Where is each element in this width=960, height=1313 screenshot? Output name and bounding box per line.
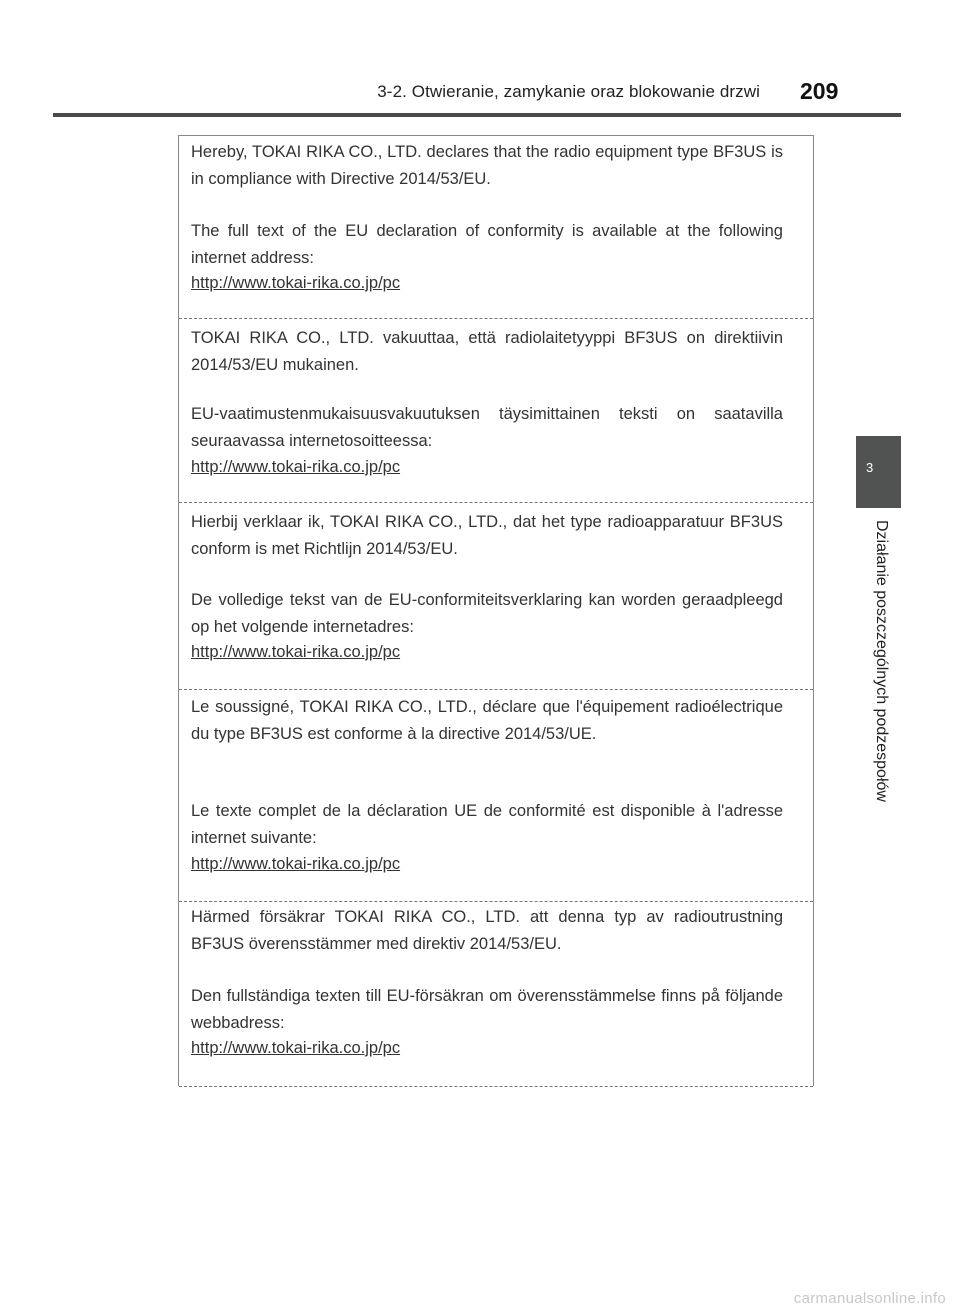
info-text: The full text of the EU declaration of conformity is available at the following internet address: — [191, 222, 783, 267]
chapter-number: 3 — [866, 460, 874, 475]
declaration-block-sv — [179, 902, 813, 1087]
chapter-label-text: Działanie poszczególnych podzespołów — [873, 520, 890, 802]
section-title: 3-2. Otwieranie, zamykanie oraz blokowanie drzwi — [377, 82, 760, 101]
declaration-block-en — [179, 136, 813, 319]
header-rule — [53, 113, 901, 117]
page-header — [0, 0, 960, 115]
page-number: 209 — [800, 78, 839, 104]
declaration-link[interactable]: http://www.tokai-rika.co.jp/pc — [191, 458, 401, 476]
declaration-text: Hierbij verklaar ik, TOKAI RIKA CO., LTD., dat het type radioapparatuur BF3US conform is met Richtlijn 2014/53/EU. — [191, 513, 783, 558]
declaration-link[interactable]: http://www.tokai-rika.co.jp/pc — [191, 643, 401, 661]
declaration-box — [178, 135, 814, 1086]
declaration-link[interactable]: http://www.tokai-rika.co.jp/pc — [191, 1039, 401, 1057]
declaration-text: TOKAI RIKA CO., LTD. vakuuttaa, että radiolaitetyyppi BF3US on direktiivin 2014/53/EU mukainen. — [191, 329, 783, 374]
declaration-text: Le soussigné, TOKAI RIKA CO., LTD., déclare que l'équipement radioélectrique du type BF3US est conforme à la directive 2014/53/UE. — [191, 698, 783, 743]
declaration-block-nl — [179, 503, 813, 690]
declaration-link[interactable]: http://www.tokai-rika.co.jp/pc — [191, 855, 401, 873]
chapter-tab — [856, 436, 901, 508]
info-text: EU-vaatimustenmukaisuusvakuutuksen täysimittainen teksti on saatavilla seuraavassa internetosoitteessa: — [191, 405, 783, 450]
info-text: Den fullständiga texten till EU-försäkran om överensstämmelse finns på följande webbadress: — [191, 987, 783, 1032]
declaration-block-fr — [179, 690, 813, 902]
chapter-label — [860, 520, 890, 860]
declaration-link[interactable]: http://www.tokai-rika.co.jp/pc — [191, 274, 401, 292]
info-text: De volledige tekst van de EU-conformiteitsverklaring kan worden geraadpleegd op het volgende internetadres: — [191, 591, 783, 636]
declaration-text: Hereby, TOKAI RIKA CO., LTD. declares that the radio equipment type BF3US is in compliance with Directive 2014/53/EU. — [191, 143, 783, 188]
declaration-text: Härmed försäkrar TOKAI RIKA CO., LTD. att denna typ av radioutrustning BF3US överensstämmer med direktiv 2014/53/EU. — [191, 908, 783, 953]
declaration-block-fi — [179, 319, 813, 503]
watermark-text: carmanualsonline.info — [793, 1290, 946, 1307]
info-text: Le texte complet de la déclaration UE de conformité est disponible à l'adresse internet suivante: — [191, 802, 783, 847]
